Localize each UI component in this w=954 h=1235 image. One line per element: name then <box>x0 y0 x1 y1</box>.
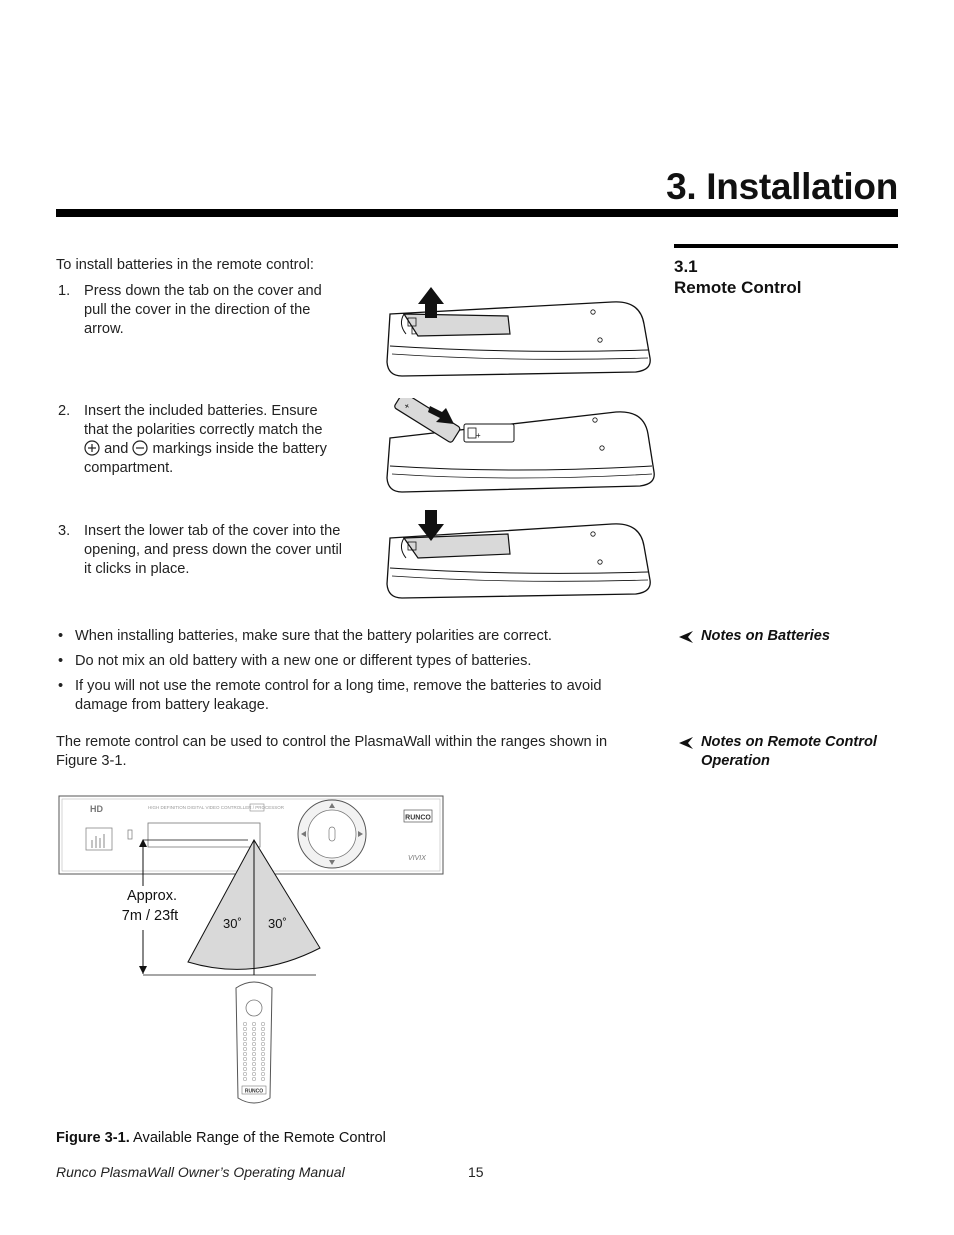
range-distance: 7m / 23ft <box>121 908 179 924</box>
step-line: that the polarities correctly match the <box>84 422 323 438</box>
heading-line: Operation <box>701 753 770 769</box>
step-line: it clicks in place. <box>84 561 190 577</box>
step-text <box>84 522 342 579</box>
step-line: pull the cover in the direction of the <box>84 302 311 318</box>
figure-title: Available Range of the Remote Control <box>133 1130 386 1146</box>
pointer-arrow-icon <box>678 737 694 749</box>
markings-text: markings inside the battery <box>152 441 327 457</box>
and-word: and <box>104 441 129 457</box>
remote-battery-insert-illustration <box>382 398 660 498</box>
section-number: 3.1 <box>674 257 698 276</box>
margin-note-heading: Notes on Batteries <box>701 628 830 644</box>
margin-note-operation <box>678 733 898 773</box>
battery-note-3 <box>58 677 648 717</box>
remote-control <box>236 982 272 1103</box>
step-line <box>84 440 327 459</box>
step-line: compartment. <box>84 460 174 476</box>
plus-polarity-icon <box>84 440 100 456</box>
device-logo: RUNCO <box>405 814 431 822</box>
step-number: 3. <box>58 523 71 539</box>
bullet-dot: • <box>58 678 64 694</box>
footer-manual-title: Runco PlasmaWall Owner’s Operating Manual <box>56 1164 345 1180</box>
step-text <box>84 402 327 478</box>
step-line: Insert the included batteries. Ensure <box>84 403 318 419</box>
chapter-rule <box>56 209 898 217</box>
remote-logo: RUNCO <box>244 1088 264 1095</box>
operation-paragraph <box>56 733 656 771</box>
paragraph-line: Figure 3-1. <box>56 753 127 769</box>
range-label: Approx. <box>127 888 177 904</box>
svg-text:+: + <box>402 400 412 412</box>
step-text <box>84 282 322 339</box>
svg-text:VIVIX: VIVIX <box>408 855 426 862</box>
section-rule <box>674 244 898 248</box>
remote-cover-open-illustration <box>382 284 656 380</box>
paragraph-line: The remote control can be used to control the PlasmaWall within the ranges shown in <box>56 734 608 750</box>
bullet-line: damage from battery leakage. <box>75 697 269 713</box>
step-line: Press down the tab on the cover and <box>84 283 322 299</box>
page-number: 15 <box>468 1164 484 1180</box>
bullet-text: When installing batteries, make sure that the battery polarities are correct. <box>75 628 552 644</box>
svg-text:HIGH DEFINITION DIGITAL VIDEO: HIGH DEFINITION DIGITAL VIDEO CONTROLLER / PROCESSOR <box>148 805 285 810</box>
pointer-arrow-icon <box>678 631 694 643</box>
battery-note-2 <box>58 652 648 672</box>
margin-note-heading <box>701 733 901 771</box>
step-line: Insert the lower tab of the cover into the <box>84 523 341 539</box>
step-number: 2. <box>58 403 71 419</box>
left-angle-label: 30˚ <box>223 916 242 931</box>
figure-caption <box>56 1130 386 1146</box>
bullet-line: If you will not use the remote control for a long time, remove the batteries to avoid <box>75 678 602 694</box>
chapter-title: 3. Installation <box>666 166 898 207</box>
bullet-dot: • <box>58 653 64 669</box>
remote-range-figure <box>56 792 448 1112</box>
remote-cover-close-illustration <box>382 506 656 602</box>
svg-text:+: + <box>476 431 481 440</box>
section-title: Remote Control <box>674 278 802 297</box>
bullet-text <box>75 677 650 715</box>
bullet-text: Do not mix an old battery with a new one or different types of batteries. <box>75 653 532 669</box>
svg-text:HD: HD <box>90 804 103 814</box>
battery-note-1 <box>58 627 648 647</box>
step-number: 1. <box>58 283 71 299</box>
heading-line: Notes on Remote Control <box>701 734 877 750</box>
battery-intro: To install batteries in the remote control: <box>56 257 314 273</box>
step-line: arrow. <box>84 321 124 337</box>
right-angle-label: 30˚ <box>268 916 287 931</box>
step-line: opening, and press down the cover until <box>84 542 342 558</box>
bullet-dot: • <box>58 628 64 644</box>
figure-label: Figure 3-1. <box>56 1130 130 1146</box>
minus-polarity-icon <box>132 440 148 456</box>
margin-note-batteries <box>678 627 898 647</box>
